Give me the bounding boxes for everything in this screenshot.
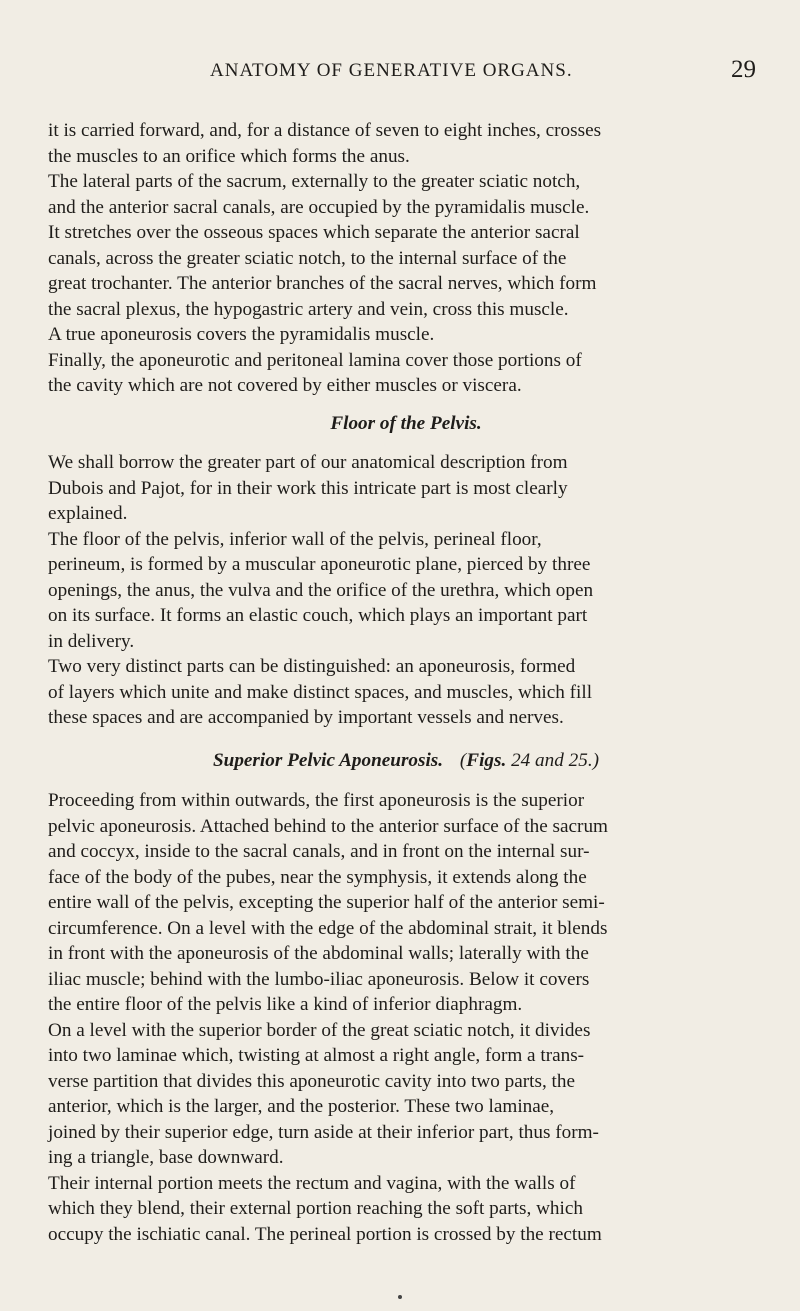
text-line: which they blend, their external portion reaching the soft parts, which	[48, 1198, 583, 1219]
text-line: these spaces and are accompanied by important vessels and nerves.	[48, 707, 564, 728]
text-line: entire wall of the pelvis, excepting the superior half of the anterior semi-	[48, 892, 605, 913]
text-line: Dubois and Pajot, for in their work this intricate part is most clearly	[48, 477, 568, 499]
section-heading-superior-pelvic-aponeurosis	[48, 748, 764, 774]
text-line: explained.	[48, 503, 128, 524]
figs-numbers: 24 and 25.)	[506, 749, 599, 771]
text-line: iliac muscle; behind with the lumbo-iliac aponeurosis. Below it covers	[48, 968, 590, 990]
text-line: on its surface. It forms an elastic couch, which plays an important part	[48, 605, 588, 626]
text-line: the entire floor of the pelvis like a kind of inferior diaphragm.	[48, 994, 523, 1015]
text-line: The lateral parts of the sacrum, externally to the greater sciatic notch,	[48, 171, 581, 192]
text-line: Their internal portion meets the rectum and vagina, with the walls of	[48, 1172, 576, 1194]
heading-title: Superior Pelvic Aponeurosis.	[212, 749, 444, 771]
text-line: We shall borrow the greater part of our anatomical description from	[48, 452, 568, 473]
text-line: A true aponeurosis covers the pyramidalis muscle.	[48, 324, 435, 345]
text-line: great trochanter. The anterior branches of the sacral nerves, which form	[48, 273, 597, 294]
figs-label: Figs.	[466, 749, 507, 771]
text-line: and the anterior sacral canals, are occupied by the pyramidalis muscle.	[48, 196, 590, 218]
text-line: perineum, is formed by a muscular aponeurotic plane, pierced by three	[48, 554, 591, 575]
text-line: of layers which unite and make distinct spaces, and muscles, which fill	[48, 681, 593, 703]
text-line: the muscles to an orifice which forms the anus.	[48, 145, 410, 167]
section-heading-floor-of-pelvis: Floor of the Pelvis.	[330, 412, 482, 434]
text-line: The floor of the pelvis, inferior wall of the pelvis, perineal floor,	[48, 528, 542, 550]
text-line: ing a triangle, base downward.	[48, 1147, 284, 1168]
text-line: joined by their superior edge, turn aside at their inferior part, thus form-	[48, 1121, 599, 1143]
body-text	[48, 118, 764, 1247]
figure-reference	[460, 750, 599, 771]
text-line: occupy the ischiatic canal. The perineal portion is crossed by the rectum	[48, 1223, 602, 1245]
text-line: canals, across the greater sciatic notch, to the internal surface of the	[48, 247, 567, 269]
text-line: the cavity which are not covered by either muscles or viscera.	[48, 375, 522, 396]
text-line: face of the body of the pubes, near the symphysis, it extends along the	[48, 866, 587, 888]
text-line: and coccyx, inside to the sacral canals, and in front on the internal sur-	[48, 841, 590, 862]
running-head	[0, 56, 800, 96]
text-line: anterior, which is the larger, and the posterior. These two laminae,	[48, 1096, 555, 1117]
printer-dot-mark	[398, 1295, 402, 1299]
page-number: 29	[731, 56, 756, 83]
text-line: in front with the aponeurosis of the abdominal walls; laterally with the	[48, 943, 589, 964]
text-line: into two laminae which, twisting at almost a right angle, form a trans-	[48, 1045, 585, 1066]
text-line: circumference. On a level with the edge of the abdominal strait, it blends	[48, 917, 608, 939]
running-title: ANATOMY OF GENERATIVE ORGANS.	[210, 60, 573, 81]
text-line: openings, the anus, the vulva and the orifice of the urethra, which open	[48, 579, 594, 601]
text-line: pelvic aponeurosis. Attached behind to the anterior surface of the sacrum	[48, 815, 608, 837]
fig-open-paren: (	[459, 749, 467, 771]
text-line: it is carried forward, and, for a distance of seven to eight inches, crosses	[48, 120, 602, 141]
text-line: in delivery.	[48, 630, 135, 652]
text-line: Two very distinct parts can be distinguished: an aponeurosis, formed	[48, 656, 576, 677]
text-line: On a level with the superior border of the great sciatic notch, it divides	[48, 1019, 591, 1041]
text-line: verse partition that divides this aponeurotic cavity into two parts, the	[48, 1070, 576, 1092]
text-line: Proceeding from within outwards, the first aponeurosis is the superior	[48, 790, 585, 811]
text-line: Finally, the aponeurotic and peritoneal lamina cover those portions of	[48, 349, 582, 371]
text-line: the sacral plexus, the hypogastric artery and vein, cross this muscle.	[48, 298, 569, 320]
text-line: It stretches over the osseous spaces which separate the anterior sacral	[48, 222, 580, 243]
